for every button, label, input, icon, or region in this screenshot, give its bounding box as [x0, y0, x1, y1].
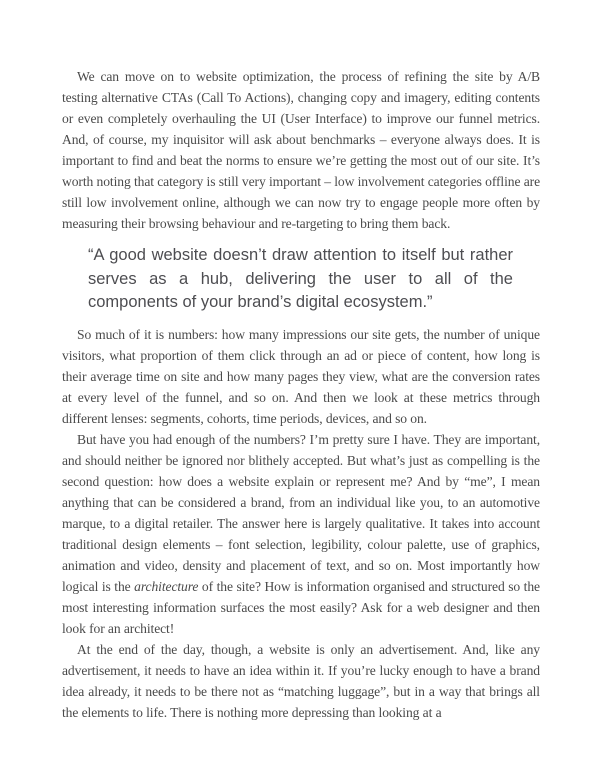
pull-quote: “A good website doesn’t draw attention to itself but rather serves as a hub, delivering the user to all of the components of your brand’s digital ecosystem.” — [88, 246, 513, 311]
paragraph-website-optimization: We can move on to website optimization, the process of refining the site by A/B testing alternative CTAs (Call To Actions), changing copy and imagery, editing contents or even completely overhauling the UI (User Interface) to improve our funnel metrics. And, of course, my inquisitor will ask about benchmarks – everyone always does. It is important to find and beat the norms to ensure we’re getting the most out of our site. It’s worth noting that category is still very important – low involvement categories offline are still low involvement online, although we can now try to engage people more often by measuring their browsing behaviour and re-targeting to bring them back. — [62, 69, 541, 231]
paragraph-website-advertisement: At the end of the day, though, a website is only an advertisement. And, like any advertisement, it needs to have an idea within it. If you’re lucky enough to have a brand idea already, it needs to be there not as “matching luggage”, but in a way that brings all the elements to life. There is nothing more depressing than looking at a — [62, 641, 540, 720]
paragraph-metrics-numbers: So much of it is numbers: how many impressions our site gets, the number of unique visitors, what proportion of them click through an ad or piece of content, how long is their average time on site and how many pages they view, what are the conversion rates at every level of the funnel, and so on. And then we look at these metrics through different lenses: segments, cohorts, time periods, devices, and so on. — [62, 326, 540, 426]
paragraph-qualitative-design-text-cont: of the site? How is information organised and structured so the most interesting information surfaces the most easily? Ask for a web designer and then look for an architect! — [62, 578, 540, 636]
architecture-italic-word: architecture — [134, 578, 199, 594]
paragraph-qualitative-design — [62, 429, 540, 639]
paragraph-qualitative-design-text: But have you had enough of the numbers? I’m pretty sure I have. They are important, and should neither be ignored nor blithely accepted. But what’s just as compelling is the second question: how does a website explain or represent me? And by “me”, I mean anything that can be considered a brand, from an individual like you, to an automotive marque, to a digital retailer. The answer here is largely qualitative. It takes into account traditional design elements – font selection, legibility, colour palette, use of graphics, animation and video, density and placement of text, and so on. Most importantly how logical is the — [62, 431, 540, 594]
